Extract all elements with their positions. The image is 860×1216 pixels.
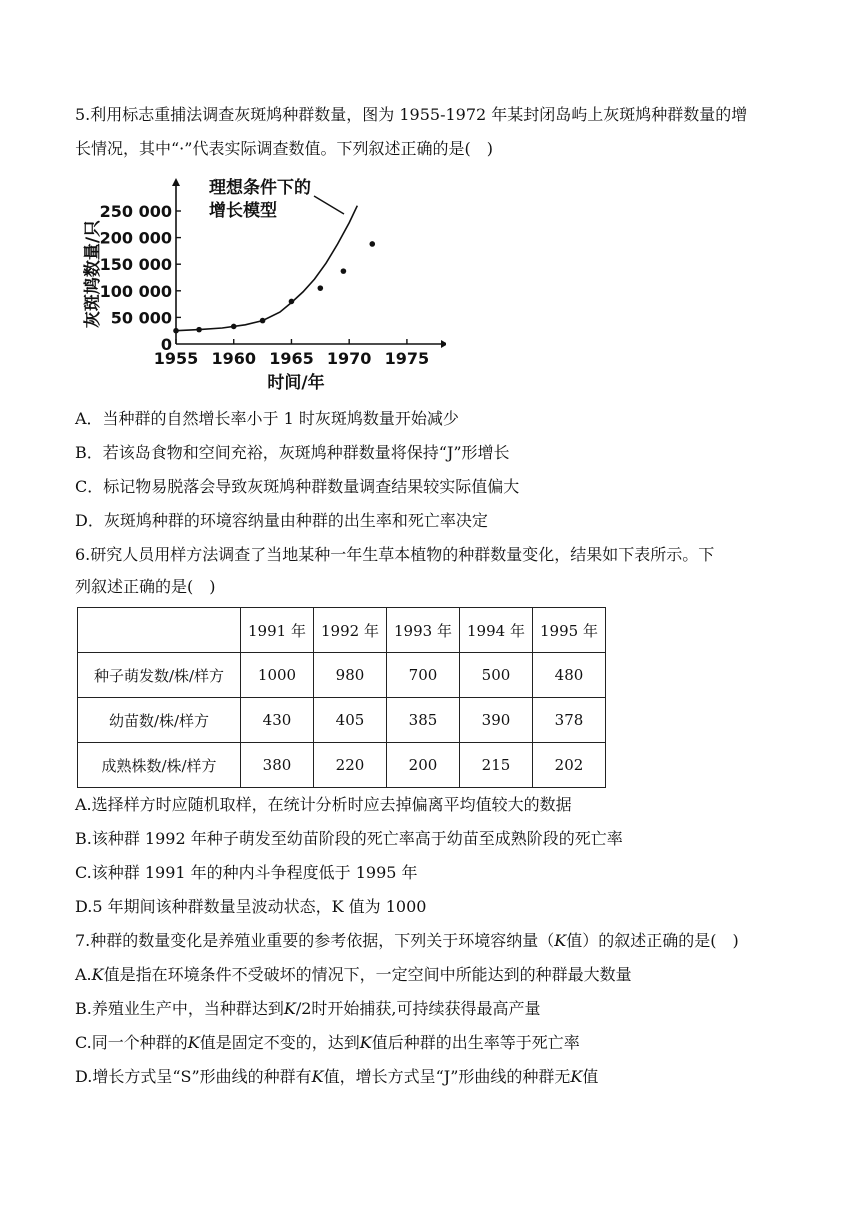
table-cell: 成熟株数/株/样方: [78, 743, 241, 788]
table-cell: 500: [460, 653, 533, 698]
q7-option-a-pre: A.: [75, 965, 92, 984]
table-cell: 378: [533, 698, 606, 743]
y-tick-label: 150 000: [99, 255, 172, 275]
table-header-row: [78, 608, 606, 653]
survey-point: [260, 318, 266, 324]
table-row: [78, 698, 606, 743]
k-symbol: K: [359, 1033, 372, 1052]
q6-option-b: B.该种群 1992 年种子萌发至幼苗阶段的死亡率高于幼苗至成熟阶段的死亡率: [75, 829, 623, 848]
y-tick-label: 0: [160, 335, 172, 354]
q7-option-c-post: 值后种群的出生率等于死亡率: [371, 1033, 580, 1052]
table-cell: 200: [387, 743, 460, 788]
k-symbol: K: [554, 931, 567, 950]
survey-point: [289, 299, 295, 305]
q7-option-d-mid: 值，增长方式呈“J”形曲线的种群无: [323, 1067, 571, 1086]
survey-point: [231, 324, 237, 330]
population-growth-chart: [76, 172, 446, 402]
table-header-cell: [78, 608, 241, 653]
q5-stem-line-1: 5.利用标志重捕法调查灰斑鸠种群数量，图为 1955-1972 年某封闭岛屿上灰斑鸠种群数量的增: [75, 105, 748, 124]
q6-option-d: D.5 年期间该种群数量呈波动状态，K 值为 1000: [75, 897, 427, 916]
q7-stem: [75, 930, 739, 952]
table-cell: 220: [314, 743, 387, 788]
x-tick-label: 1955: [153, 349, 199, 368]
survey-point: [341, 268, 347, 274]
table-cell: 幼苗数/株/样方: [78, 698, 241, 743]
table-cell: 700: [387, 653, 460, 698]
k-symbol: K: [311, 1067, 324, 1086]
q7-option-b-pre: B.养殖业生产中，当种群达到: [75, 999, 284, 1018]
q6-stem-line-1: 6.研究人员用样方法调查了当地某种一年生草本植物的种群数量变化，结果如下表所示。下: [75, 545, 715, 564]
q7-option-b: [75, 998, 540, 1020]
q7-option-b-post: /2时开始捕获,可持续获得最高产量: [295, 999, 541, 1018]
table-cell: 1000: [241, 653, 314, 698]
table-cell: 215: [460, 743, 533, 788]
k-symbol: K: [91, 965, 104, 984]
survey-point: [318, 285, 324, 291]
table-cell: 390: [460, 698, 533, 743]
q6-option-a: A.选择样方时应随机取样，在统计分析时应去掉偏离平均值较大的数据: [75, 795, 572, 814]
q7-option-c: [75, 1032, 580, 1054]
survey-point: [196, 327, 202, 333]
table-cell: 202: [533, 743, 606, 788]
table-header-cell: 1992 年: [314, 608, 387, 653]
y-tick-label: 50 000: [110, 308, 172, 328]
q7-option-c-pre: C.同一个种群的: [75, 1033, 188, 1052]
table-cell: 405: [314, 698, 387, 743]
y-axis-label: 灰斑鸠数量/只: [83, 219, 103, 329]
annotation-line-1: 理想条件下的: [209, 178, 311, 198]
q5-option-b: B．若该岛食物和空间充裕，灰斑鸠种群数量将保持“J”形增长: [75, 443, 510, 462]
x-tick-label: 1960: [211, 349, 256, 368]
k-symbol: K: [187, 1033, 200, 1052]
q7-option-a: [75, 964, 632, 986]
y-tick-label: 250 000: [99, 202, 172, 221]
table-cell: 380: [241, 743, 314, 788]
annotation-pointer: [314, 196, 344, 214]
q7-option-a-post: 值是指在环境条件不受破坏的情况下，一定空间中所能达到的种群最大数量: [103, 965, 632, 984]
q6-stem-line-2: 列叙述正确的是( ): [75, 577, 216, 596]
q7-option-c-mid: 值是固定不变的，达到: [199, 1033, 360, 1052]
y-tick-label: 100 000: [99, 281, 172, 301]
table-header-cell: 1991 年: [241, 608, 314, 653]
table-header-cell: 1994 年: [460, 608, 533, 653]
table-cell: 种子萌发数/株/样方: [78, 653, 241, 698]
x-axis-label: 时间/年: [267, 373, 325, 393]
q5-option-c: C．标记物易脱落会导致灰斑鸠种群数量调查结果较实际值偏大: [75, 477, 520, 496]
table-row: [78, 653, 606, 698]
x-axis-arrow: [441, 340, 446, 348]
q7-option-d: [75, 1066, 598, 1088]
table-cell: 430: [241, 698, 314, 743]
x-tick-label: 1965: [269, 349, 314, 368]
y-tick-label: 200 000: [99, 228, 172, 248]
table-cell: 980: [314, 653, 387, 698]
y-axis-arrow: [172, 178, 180, 186]
survey-point: [173, 328, 179, 334]
annotation-line-2: 增长模型: [209, 201, 277, 221]
q6-option-c: C.该种群 1991 年的种内斗争程度低于 1995 年: [75, 863, 418, 882]
x-tick-label: 1970: [326, 349, 372, 368]
population-table: [77, 607, 606, 788]
table-header-cell: 1993 年: [387, 608, 460, 653]
chart-ticks: [100, 202, 430, 368]
q5-option-d: D．灰斑鸠种群的环境容纳量由种群的出生率和死亡率决定: [75, 511, 488, 530]
ideal-growth-curve: [176, 206, 357, 331]
table-header-cell: 1995 年: [533, 608, 606, 653]
table-row: [78, 743, 606, 788]
ideal-curve-path: [176, 206, 357, 331]
survey-point: [369, 241, 375, 247]
survey-points: [173, 241, 375, 333]
table-cell: 385: [387, 698, 460, 743]
x-tick-label: 1975: [384, 349, 430, 368]
q5-stem-line-2: 长情况，其中“·”代表实际调查数值。下列叙述正确的是( ): [75, 139, 493, 158]
q7-stem-part-b: 值）的叙述正确的是( ): [566, 931, 739, 950]
k-symbol: K: [570, 1067, 583, 1086]
k-symbol: K: [283, 999, 296, 1018]
table-cell: 480: [533, 653, 606, 698]
q5-option-a: A．当种群的自然增长率小于 1 时灰斑鸠数量开始减少: [75, 409, 459, 428]
q7-option-d-post: 值: [582, 1067, 599, 1086]
q7-option-d-pre: D.增长方式呈“S”形曲线的种群有: [75, 1067, 312, 1086]
q7-stem-part-a: 7.种群的数量变化是养殖业重要的参考依据，下列关于环境容纳量（: [75, 931, 555, 950]
